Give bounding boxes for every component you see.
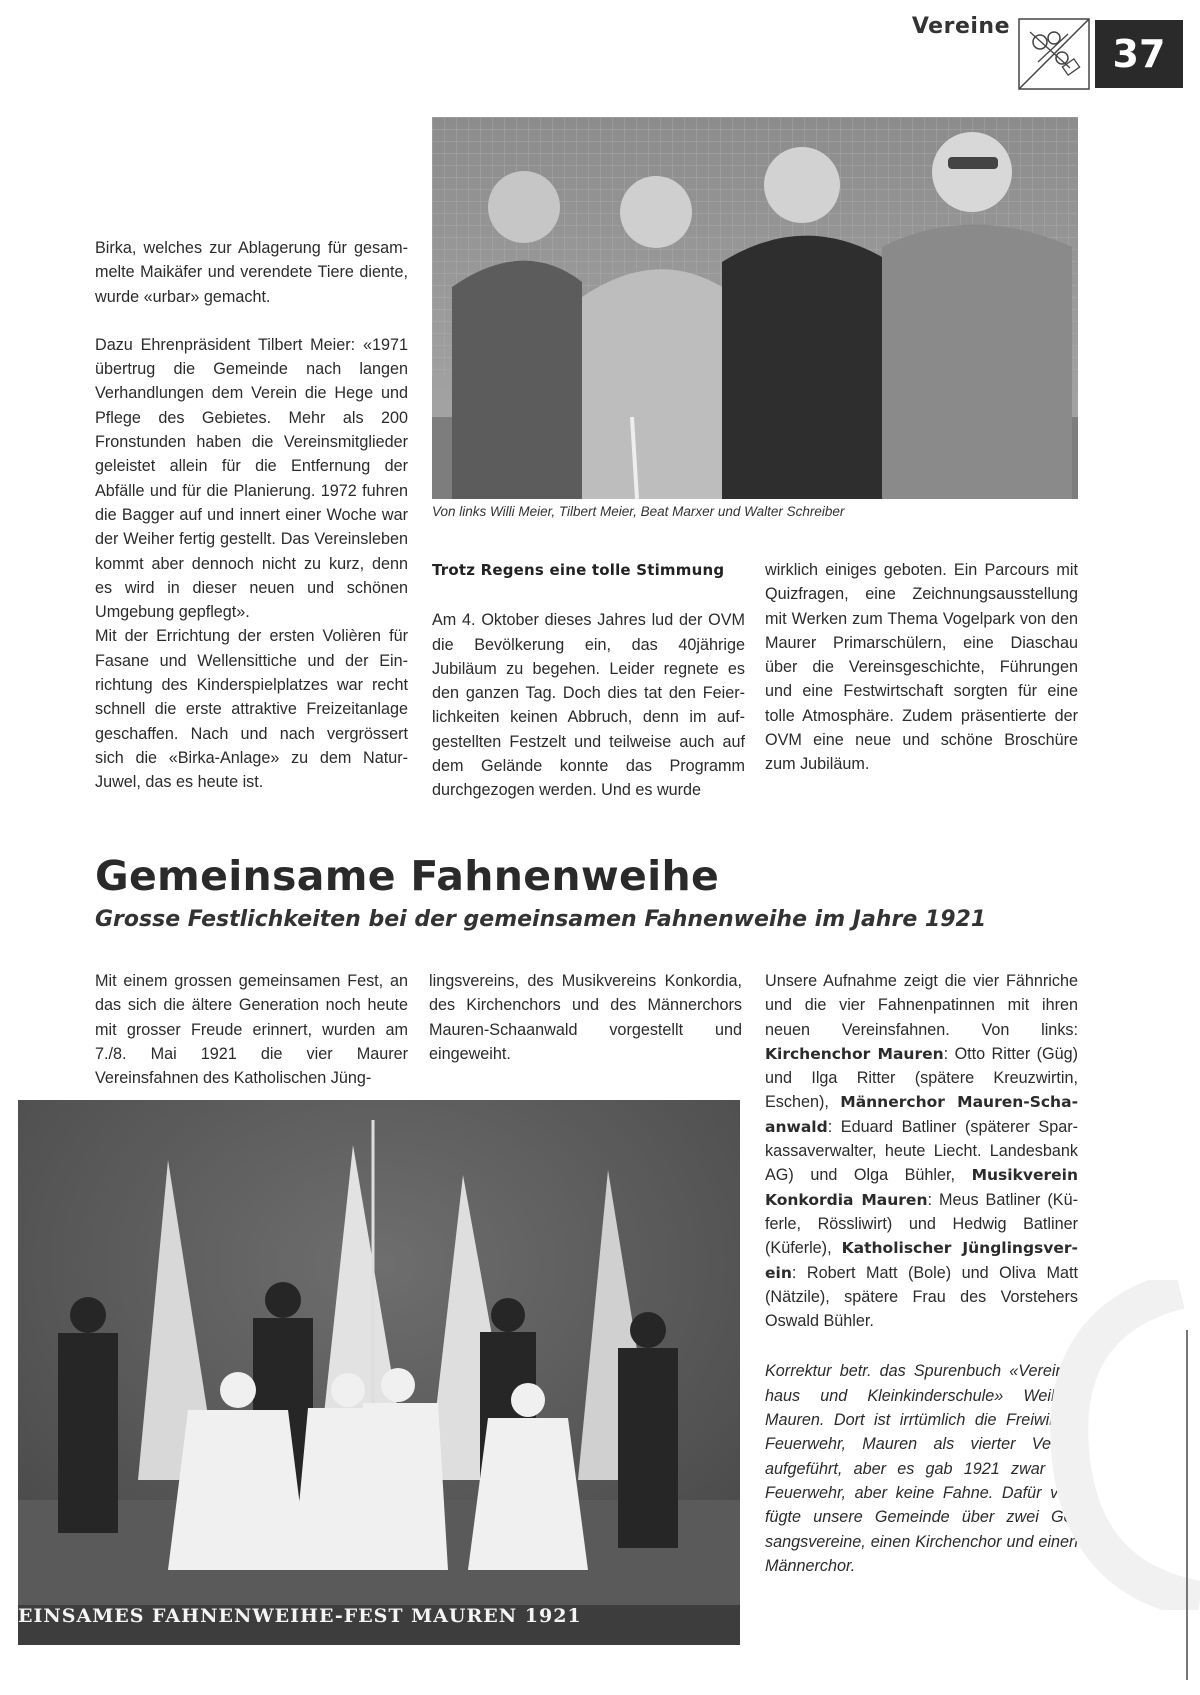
photo-flag-consecration-1921 — [18, 1100, 740, 1645]
photo-flag-consecration-image — [18, 1100, 740, 1645]
photo-four-men-image — [432, 117, 1078, 499]
article2-column-1 — [95, 969, 408, 1090]
club-name: Musikverein Konkordia Mauren — [765, 1166, 1078, 1209]
club-name: Katholischer Jünglingsverein — [765, 1239, 1078, 1282]
section-heading: Trotz Regens eine tolle Stimmung — [432, 561, 725, 579]
watermark-graphic — [1030, 1280, 1200, 1610]
article-column-2 — [432, 558, 745, 803]
club-logo-icon — [1018, 18, 1090, 90]
page-number: 37 — [1095, 20, 1183, 88]
paragraph: Am 4. Oktober dieses Jahres lud der OVM die Bevölkerung ein, das 40jährige Jubiläum zu begehen. Leider regnete es den ganzen Tag. Doch dies tat den Feierlichkeiten keinen Abbruch, denn im aufgestellten Festzelt und teilweise auch auf dem Gelände konnte das Programm durchgezogen werden. Und es wurde — [432, 611, 745, 800]
text-fragment: : Otto Ritter (Güg) und Ilga Ritter (spätere Kreuzwirtin, Eschen), — [765, 1044, 1078, 1112]
text-fragment: Unsere Aufnahme zeigt die vier Fähnriche und die vier Fahnenpatinnen mit ihren neuen Vereinsfahnen. Von links: — [765, 972, 1078, 1039]
photo-inscription: EINSAMES FAHNENWEIHE-FEST MAUREN 1921 — [18, 1605, 582, 1627]
page-edge-rule — [1186, 1330, 1188, 1680]
article-subtitle: Grosse Festlichkeiten bei der gemeinsamen Fahnenweihe im Jahre 1921 — [95, 907, 987, 932]
text-fragment: : Meus Batliner (Küferle, Rössliwirt) und Hedwig Batliner (Küferle), — [765, 1190, 1079, 1258]
paragraph: wirklich einiges geboten. Ein Parcours mit Quizfragen, eine Zeichnungsausstellung mit Werken zum Thema Vogelpark von den Maurer Primarschülern, eine Diaschau über die Vereinsgeschichte, Führungen und eine Festwirtschaft sorgten für eine tolle Atmosphäre. Zudem präsentierte der OVM eine neue und schöne Broschüre zum Jubiläum. — [765, 561, 1078, 774]
correction-note: Korrektur betr. das Spurenbuch «Vereinshaus und Kleinkinderschule» Weiher, Mauren. Dort ist irrtümlich die Freiwillige Feuerwehr, Mauren als vierter Verein aufgeführt, aber es gab 1921 zwar die Feuerwehr, aber keine Fahne. Dafür verfügte unsere Gemeinde über zwei Gesangsvereine, einen Kirchenchor und einen Männerchor. — [765, 1362, 1078, 1575]
paragraph: Dazu Ehrenpräsident Tilbert Meier: «1971 übertrug die Gemeinde nach langen Verhandlungen dem Verein die Hege und Pflege des Gebietes. Mehr als 200 Fronstunden haben die Vereinsmitglieder geleistet allein für die Entfernung der Abfälle und für die Planierung. 1972 fuhren die Bagger auf und innert einer Woche war der Weiher fertig gestellt. Das Vereinsleben kommt aber dennoch nicht zu kurz, denn es wird in dieser neuen und schönen Umgebung gepflegt». — [95, 335, 408, 622]
text-fragment: : Robert Matt (Bole) und Oliva Matt (Nätzile), spätere Frau des Vorstehers Oswald Bühler. — [765, 1263, 1078, 1331]
paragraph: Birka, welches zur Ablagerung für gesammelte Maikäfer und verendete Tiere diente, wurde «urbar» gemacht. — [95, 239, 408, 306]
article2-column-2 — [429, 969, 742, 1066]
article-title: Gemeinsame Fahnenweihe — [95, 852, 720, 900]
paragraph — [765, 969, 1078, 1333]
photo-caption: Von links Willi Meier, Tilbert Meier, Beat Marxer und Walter Schreiber — [432, 504, 845, 519]
text-fragment: : Eduard Batliner (späterer Sparkassaverwalter, heute Liecht. Landesbank AG) und Olga Bühler, — [765, 1117, 1078, 1185]
paragraph: lingsvereins, des Musikvereins Konkordia, des Kirchenchors und des Männerchors Mauren-Schaanwald vorgestellt und eingeweiht. — [429, 972, 742, 1063]
paragraph: Mit einem grossen gemeinsamen Fest, an das sich die ältere Generation noch heute mit grosser Freude erinnert, wurden am 7./8. Mai 1921 die vier Maurer Vereinsfahnen des Katholischen Jüng- — [95, 972, 408, 1088]
paragraph: Mit der Errichtung der ersten Volièren für Fasane und Wellensittiche und der Einrichtung des Kinderspielplatzes war recht schnell die erste attraktive Freizeitanlage geschaffen. Nach und nach vergrössert sich die «Birka-Anlage» zu dem Natur-Juwel, das es heute ist. — [95, 627, 408, 792]
section-label: Vereine — [911, 14, 1010, 39]
photo-four-men — [432, 117, 1078, 499]
club-name: Männerchor Mauren-Schaanwald — [765, 1093, 1078, 1136]
club-name: Kirchenchor Mauren — [765, 1044, 944, 1063]
article-column-1 — [95, 236, 408, 795]
article-column-3 — [765, 558, 1078, 777]
